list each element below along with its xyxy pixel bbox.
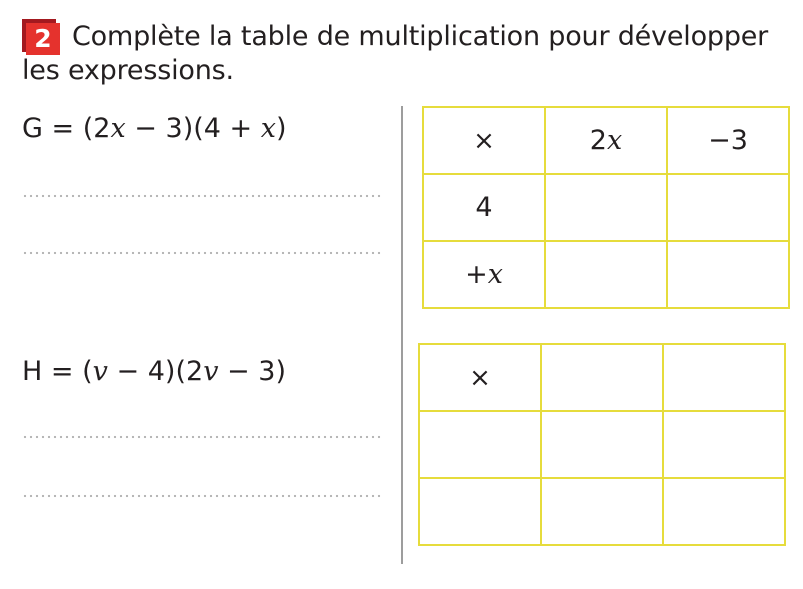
table-h-cell-2-2[interactable] [663,478,785,545]
instruction-label: Complète la table de multiplication pour développer les expressions. [22,21,769,86]
table-g-row-2 [423,241,789,308]
expr-g-minus: − [134,113,157,144]
table-g-row-header [423,107,789,174]
table-h-row-header-2[interactable] [419,478,541,545]
table-h-cell-1-1[interactable] [541,411,663,478]
expr-g-close: ) [275,113,287,144]
expr-h-name: H [22,356,43,387]
expr-h-close: 3) [258,356,286,387]
times-symbol: × [469,363,491,393]
table-g-col-header-1 [545,107,667,174]
answer-line-h-1[interactable] [22,435,382,439]
multiplication-table-g [422,106,790,309]
table-g-col-header-2: −3 [667,107,789,174]
expr-g-part2: 3)(4 + [165,113,253,144]
table-g-row-header-2 [423,241,545,308]
expr-g-name: G [22,113,43,144]
expression-h [22,356,286,388]
table-g-corner [423,107,545,174]
table-g-row-header-1: 4 [423,174,545,241]
expr-g-var1: x [110,113,126,144]
multiplication-table-h [418,343,786,546]
expr-h-minus2: − [227,356,250,387]
expr-h-open: ( [82,356,93,387]
table-g-cell-1-2[interactable] [667,174,789,241]
expr-g-equals: = [51,113,75,144]
table-h-col-header-2[interactable] [663,344,785,411]
table-h-col-header-1[interactable] [541,344,663,411]
table-g-cell-2-1[interactable] [545,241,667,308]
expr-h-var2: v [203,356,219,387]
expr-g-var2: x [260,113,276,144]
times-symbol: × [473,126,495,156]
table-g-cell-2-2[interactable] [667,241,789,308]
expr-h-equals: = [50,356,74,387]
instruction-text [22,20,802,88]
row2-sign: + [465,259,488,290]
table-h-row-2 [419,478,785,545]
expr-g-part1: (2 [82,113,111,144]
column-divider [401,106,403,564]
answer-line-g-2[interactable] [22,251,382,255]
expression-g [22,113,287,145]
table-h-row-header [419,344,785,411]
table-h-cell-1-2[interactable] [663,411,785,478]
table-g-cell-1-1[interactable] [545,174,667,241]
expr-h-part2: 4)(2 [147,356,204,387]
table-h-row-1 [419,411,785,478]
col1-coef: 2 [589,125,607,156]
expr-h-var1: v [92,356,108,387]
row2-var: x [487,259,503,290]
table-g-row-1 [423,174,789,241]
table-h-cell-2-1[interactable] [541,478,663,545]
answer-line-h-2[interactable] [22,494,382,498]
col1-var: x [606,125,623,156]
answer-line-g-1[interactable] [22,194,382,198]
exercise-number: 2 [26,23,60,55]
expr-h-minus1: − [116,356,140,387]
table-h-corner [419,344,541,411]
table-h-row-header-1[interactable] [419,411,541,478]
